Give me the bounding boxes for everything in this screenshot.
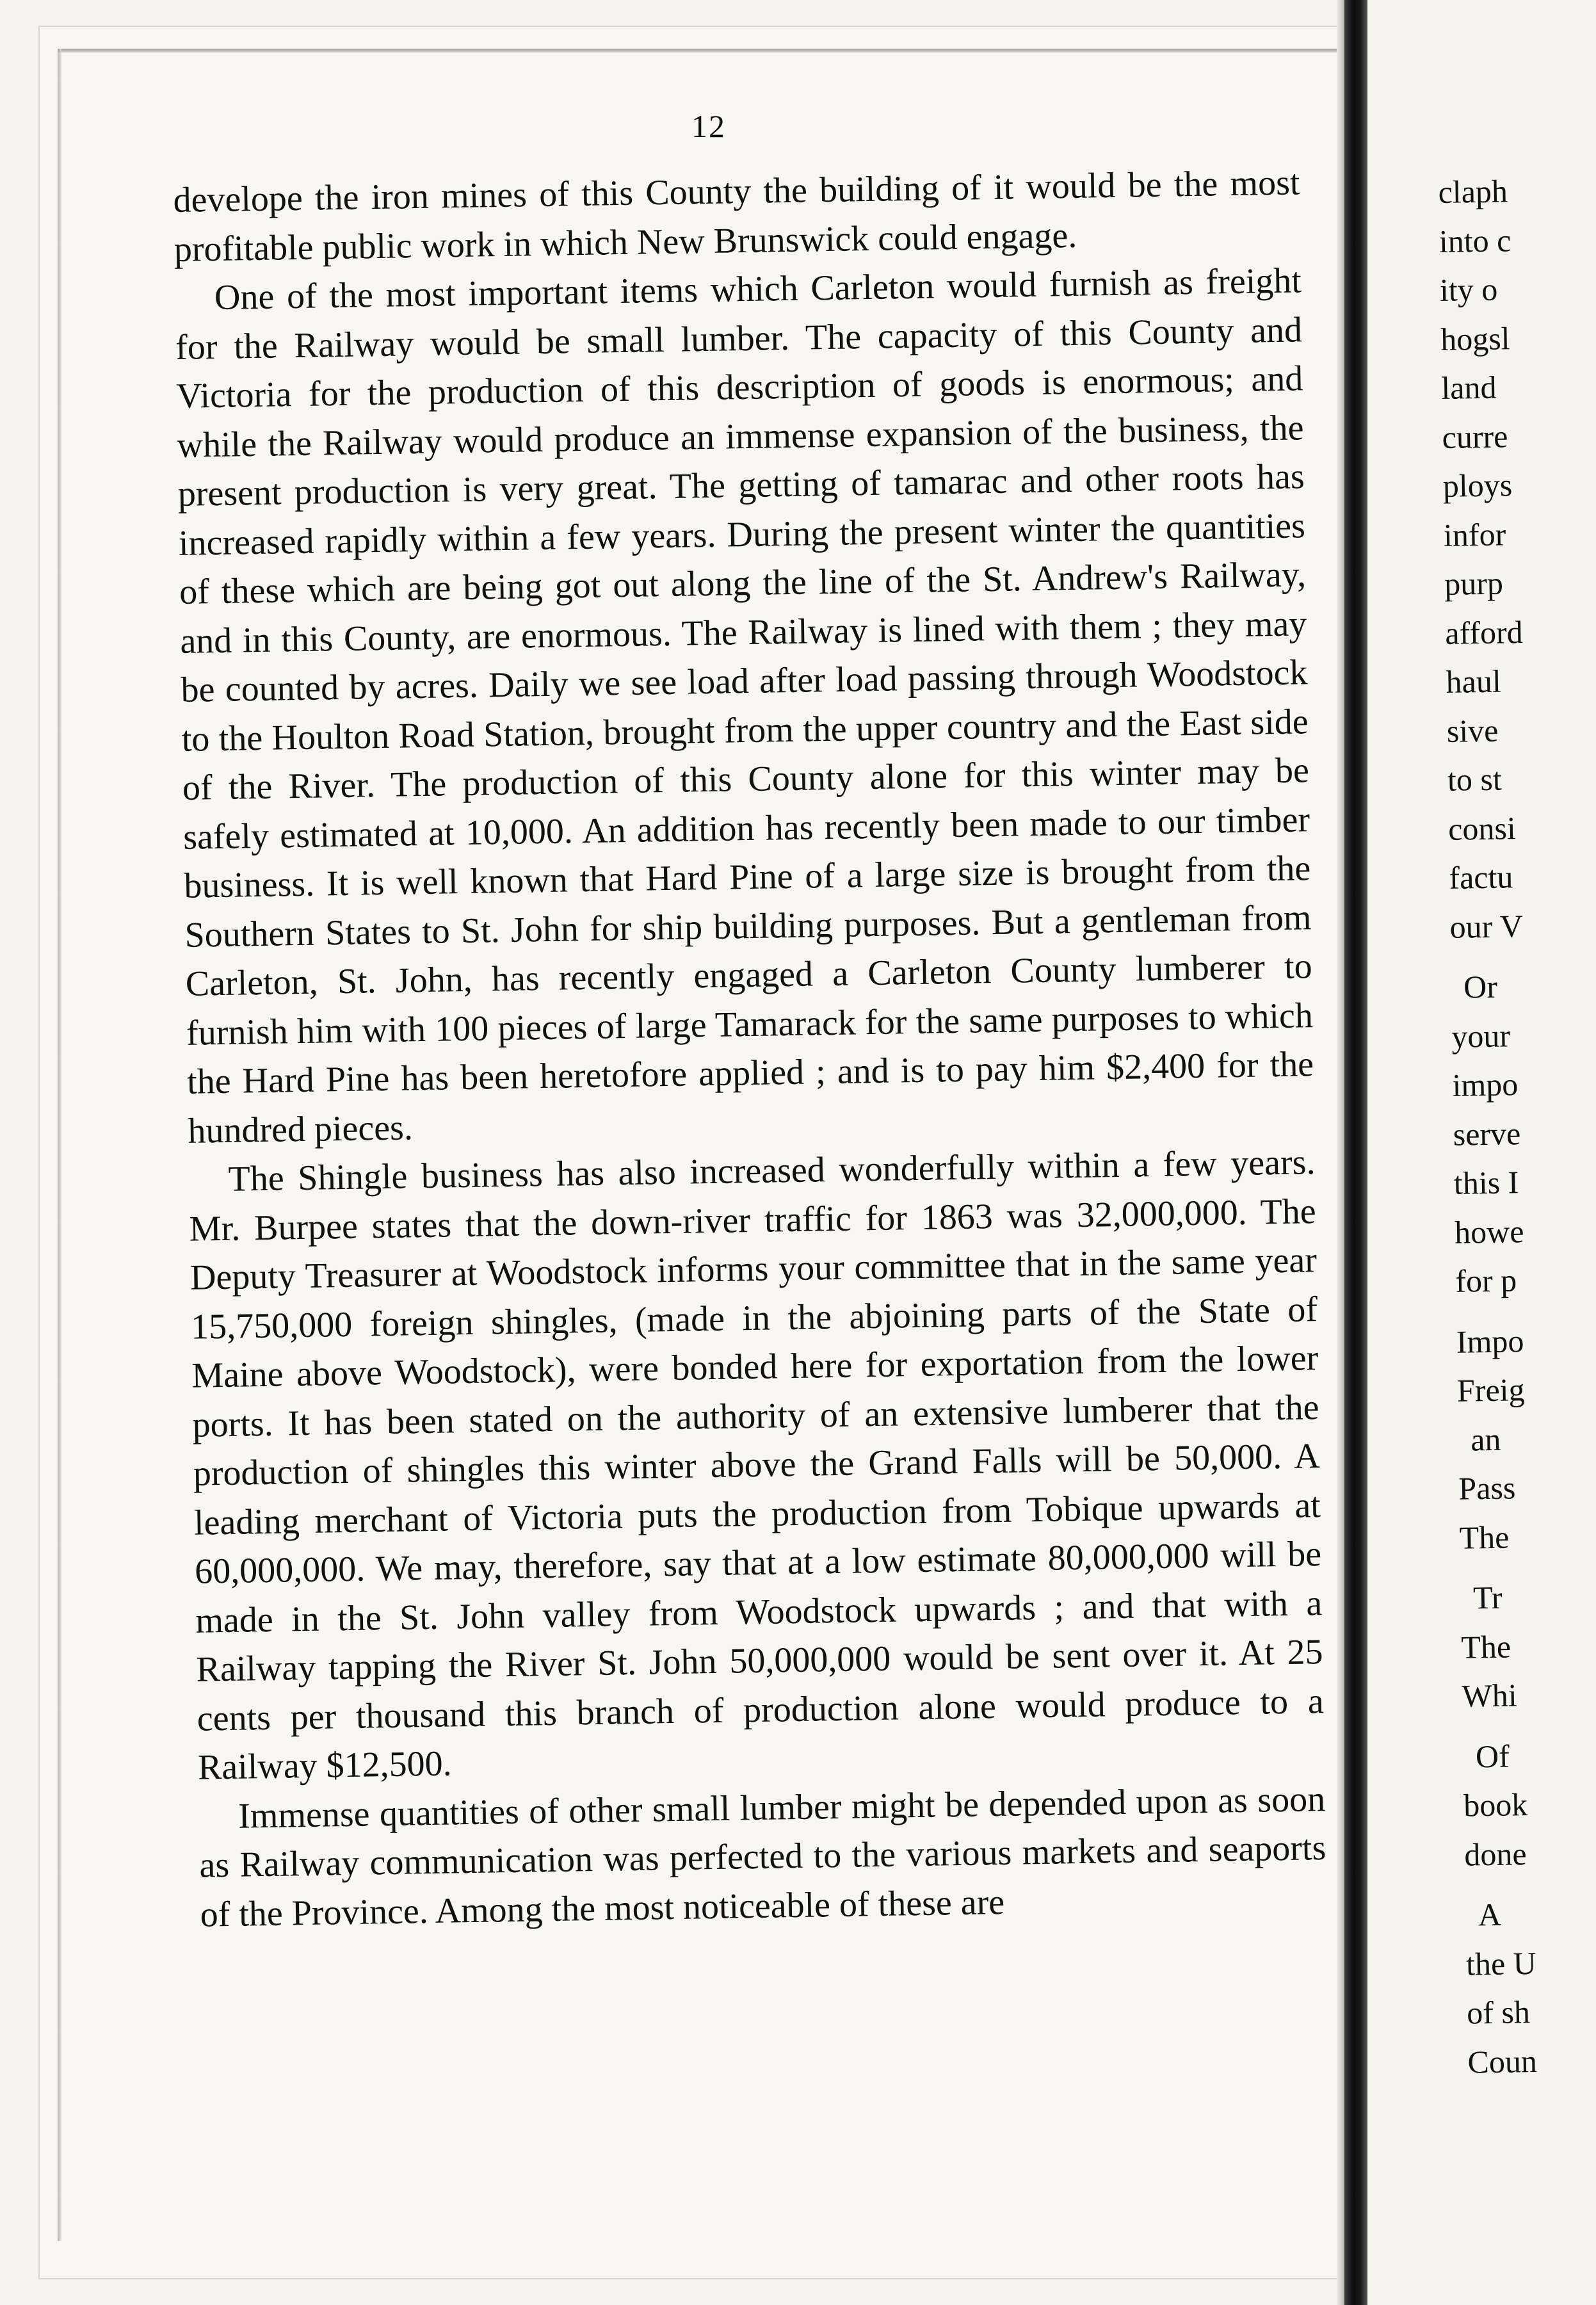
right-page-line: to st — [1447, 761, 1503, 798]
right-page-line: The — [1459, 1519, 1510, 1556]
page-left-rule — [58, 49, 61, 2241]
right-page-line: land — [1440, 369, 1497, 406]
page-edge-shadow — [1337, 0, 1344, 2305]
right-page-line: afford — [1444, 613, 1524, 651]
right-page-line: serve — [1453, 1115, 1521, 1152]
right-page-line: Tr — [1472, 1579, 1503, 1616]
right-page-line: howe — [1454, 1213, 1524, 1250]
right-page-line: infor — [1443, 515, 1506, 553]
right-page-line: factu — [1448, 859, 1513, 896]
right-page-line: book — [1463, 1786, 1528, 1824]
paragraph-3: The Shingle business has also increased wonderfully within a few years. Mr. Burpee states that the down-river traffic for 1863 was 32,000,000. The Deputy Treasurer at Woodstock informs your committee that in the same year 15,750,000 foreign shingles, (made in the abjoining parts of the State of Maine above Woodstock), were bonded here for exportation from the lower ports. It has been stated on the authority of an extensive lumberer that the production of shingles this winter above the Grand Falls will be 50,000. A leading merchant of Victoria puts the production from Tobique upwards at 60,000,000. We may, therefore, say that at a low estimate 80,000,000 will be made in the St. John valley from Woodstock upwards ; and that with a Railway tapping the River St. John 50,000,000 would be sent over it. At 25 cents per thousand this branch of production alone would produce to a Railway $12,500. — [189, 1142, 1325, 1788]
right-page-line: into c — [1439, 222, 1511, 259]
right-page-line: purp — [1444, 565, 1504, 602]
page-top-rule — [58, 49, 1338, 53]
right-page-line: our V — [1449, 907, 1524, 945]
paragraph-4: Immense quantities of other small lumber might be depended upon as soon as Railway communication was perfected to the various markets and seaports of the Province. Among the most noticeable of these are — [198, 1779, 1326, 1935]
right-page-line: consi — [1447, 809, 1517, 847]
right-page-line: of sh — [1466, 1994, 1531, 2031]
right-page-line: sive — [1446, 712, 1499, 749]
right-page-line: your — [1451, 1017, 1511, 1055]
book-binding-gutter — [1344, 0, 1367, 2305]
page-body-text — [173, 158, 1327, 1939]
right-page-line: A — [1478, 1896, 1502, 1933]
right-page-line: an — [1470, 1421, 1501, 1457]
page-number: 12 — [691, 108, 726, 144]
right-page-line: Of — [1475, 1738, 1510, 1774]
right-page-line: claph — [1438, 173, 1508, 210]
right-page-line: Coun — [1467, 2042, 1538, 2080]
right-page-line: the U — [1465, 1945, 1537, 1982]
right-page-line: ploys — [1442, 467, 1513, 504]
right-page-line: impo — [1452, 1066, 1519, 1103]
right-page-line: Pass — [1458, 1469, 1516, 1507]
right-page-line: The — [1460, 1628, 1511, 1665]
right-page-line: ity o — [1439, 271, 1498, 308]
paragraph-1: develope the iron mines of this County the building of it would be the most profitable public work in which New Brunswick could engage. — [173, 163, 1300, 270]
right-page-line: Impo — [1456, 1322, 1524, 1360]
right-page-line: Freig — [1456, 1371, 1525, 1409]
right-page-line: this I — [1453, 1164, 1519, 1201]
right-page-line: haul — [1446, 663, 1502, 700]
right-page-line: Or — [1463, 968, 1498, 1005]
right-page-text — [1438, 166, 1596, 2087]
right-page-line: done — [1463, 1835, 1527, 1873]
right-page-line: hogsl — [1440, 319, 1510, 357]
right-page-line: for p — [1455, 1262, 1517, 1299]
right-page-line: curre — [1442, 417, 1508, 455]
right-page-line: Whi — [1462, 1677, 1518, 1714]
right-page-fragment — [1367, 0, 1538, 2305]
paragraph-2: One of the most important items which Carleton would furnish as freight for the Railway would be small lumber. The capacity of this County and Victoria for the production of this description of goods is enormous; and while the Railway would produce an immense expansion of the business, the present production is very great. The getting of tamarac and other roots has increased rapidly within a few years. During the present winter the quantities of these which are being got out along the line of the St. Andrew's Railway, and in this County, are enormous. The Railway is lined with them ; they may be counted by acres. Daily we see load after load passing through Woodstock to the Houlton Road Station, brought from the upper country and the East side of the River. The production of this County alone for this winter may be safely estimated at 10,000. An addition has recently been made to our timber business. It is well known that Hard Pine of a large size is brought from the Southern States to St. John for ship building purposes. But a gentleman from Carleton, St. John, has recently engaged a Carleton County lumberer to furnish him with 100 pieces of large Tamarack for the same purposes to which the Hard Pine has been heretofore applied ; and is to pay him $2,400 for the hundred pieces. — [175, 261, 1314, 1151]
